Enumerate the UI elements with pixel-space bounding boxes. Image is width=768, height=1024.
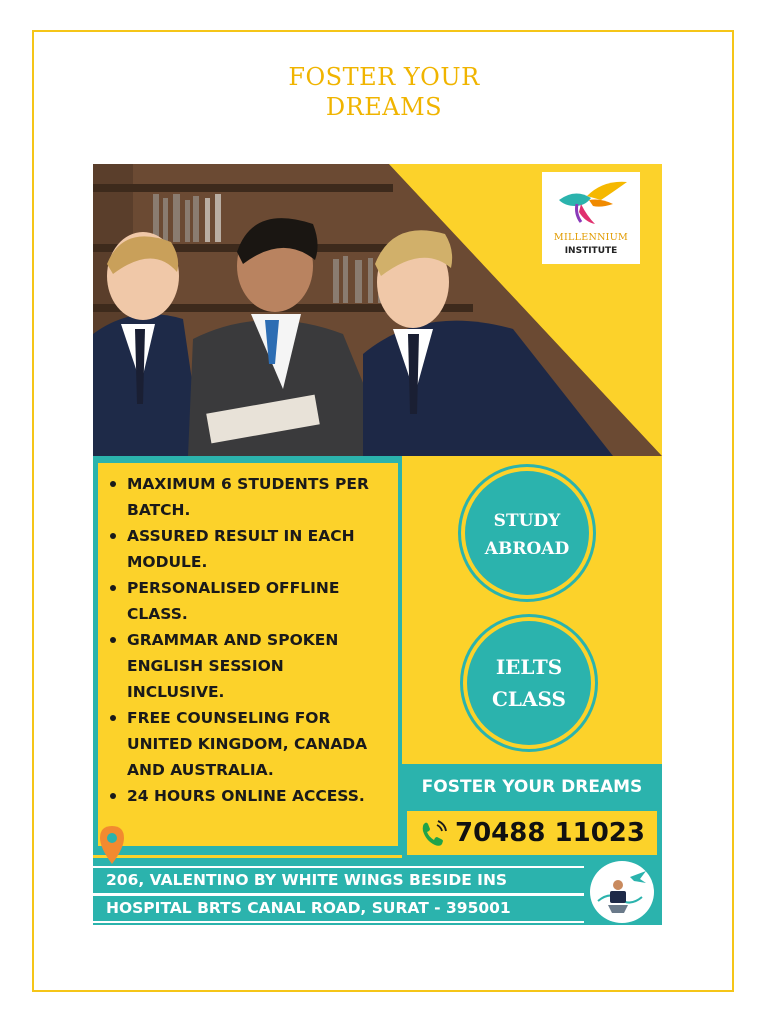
page-title	[0, 62, 768, 122]
location-pin-icon	[97, 824, 127, 866]
feature-item: MAXIMUM 6 STUDENTS PER BATCH.	[108, 471, 400, 523]
address-line-1: 206, VALENTINO BY WHITE WINGS BESIDE INS	[93, 866, 584, 895]
address-line-2: HOSPITAL BRTS CANAL ROAD, SURAT - 395001	[93, 894, 584, 923]
title-line-2: DREAMS	[325, 93, 443, 121]
travel-student-icon	[590, 861, 654, 923]
feature-item: 24 HOURS ONLINE ACCESS.	[108, 783, 400, 809]
feature-item: ASSURED RESULT IN EACH MODULE.	[108, 523, 400, 575]
features-panel	[93, 456, 402, 855]
phone-panel	[402, 811, 662, 858]
hummingbird-icon	[551, 178, 631, 228]
badge-line-1: IELTS	[495, 655, 563, 679]
title-line-1: FOSTER YOUR	[288, 63, 480, 91]
millennium-logo	[539, 169, 643, 267]
feature-item: FREE COUNSELING FOR UNITED KINGDOM, CANADA AND AUSTRALIA.	[108, 705, 400, 783]
tagline-banner: FOSTER YOUR DREAMS	[402, 764, 662, 811]
ielts-class-badge	[467, 621, 591, 745]
badge-line-2: CLASS	[492, 687, 566, 711]
badge-line-2: ABROAD	[484, 539, 570, 559]
study-abroad-badge	[465, 471, 589, 595]
logo-sub: INSTITUTE	[564, 246, 618, 256]
poster	[93, 164, 662, 925]
feature-item: GRAMMAR AND SPOKEN ENGLISH SESSION INCLUSIVE.	[108, 627, 400, 705]
features-list	[108, 471, 400, 809]
phone-number[interactable]: 70488 11023	[455, 818, 645, 848]
phone-icon	[419, 819, 449, 849]
logo-name: MILLENNIUM	[553, 232, 629, 243]
badge-line-1: STUDY	[493, 511, 561, 531]
feature-item: PERSONALISED OFFLINE CLASS.	[108, 575, 400, 627]
features-panel-inner	[98, 463, 398, 846]
